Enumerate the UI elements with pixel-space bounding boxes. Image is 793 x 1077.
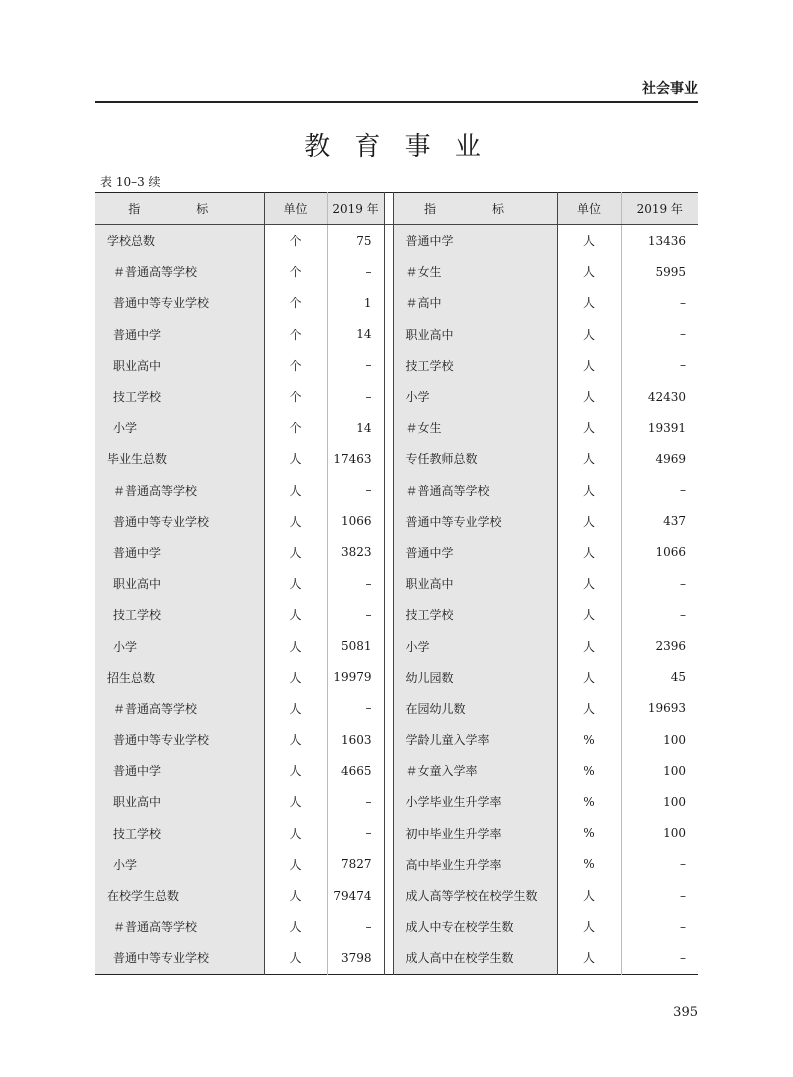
value-right: – — [621, 350, 698, 381]
indicator-right: 成人中专在校学生数 — [393, 911, 557, 942]
table-row — [95, 412, 698, 443]
education-table — [95, 192, 698, 975]
indicator-left: ＃普通高等学校 — [95, 911, 264, 942]
column-divider — [384, 599, 393, 630]
table-row — [95, 818, 698, 849]
indicator-right: 成人高等学校在校学生数 — [393, 880, 557, 911]
value-left: – — [327, 256, 384, 287]
table-row — [95, 443, 698, 474]
page-number: 395 — [673, 1005, 698, 1020]
value-left: – — [327, 911, 384, 942]
indicator-left: 普通中等专业学校 — [95, 724, 264, 755]
table-row — [95, 755, 698, 786]
column-divider — [384, 662, 393, 693]
table-row — [95, 225, 698, 257]
indicator-right: 成人高中在校学生数 — [393, 942, 557, 974]
value-right: – — [621, 287, 698, 318]
column-divider — [384, 755, 393, 786]
table-row — [95, 911, 698, 942]
indicator-left: 招生总数 — [95, 662, 264, 693]
column-divider — [384, 287, 393, 318]
page-title: 教 育 事 业 — [304, 132, 489, 162]
unit-left: 人 — [264, 662, 327, 693]
header-unit-left: 单位 — [264, 193, 327, 225]
unit-left: 人 — [264, 786, 327, 817]
value-right: – — [621, 849, 698, 880]
table-row — [95, 942, 698, 974]
unit-left: 个 — [264, 256, 327, 287]
unit-left: 个 — [264, 412, 327, 443]
value-right: 100 — [621, 818, 698, 849]
unit-right: 人 — [557, 911, 621, 942]
unit-right: % — [557, 786, 621, 817]
table-row — [95, 319, 698, 350]
table-row — [95, 786, 698, 817]
value-left: 19979 — [327, 662, 384, 693]
unit-right: 人 — [557, 630, 621, 661]
table-row — [95, 693, 698, 724]
indicator-right: 小学 — [393, 630, 557, 661]
value-right: 1066 — [621, 537, 698, 568]
unit-left: 人 — [264, 506, 327, 537]
value-right: 5995 — [621, 256, 698, 287]
header-indicator-right: 指 标 — [393, 193, 557, 225]
table-row — [95, 630, 698, 661]
indicator-left: ＃普通高等学校 — [95, 475, 264, 506]
value-right: – — [621, 599, 698, 630]
value-left: 3798 — [327, 942, 384, 974]
column-divider — [384, 475, 393, 506]
value-left: 14 — [327, 319, 384, 350]
indicator-right: 普通中等专业学校 — [393, 506, 557, 537]
indicator-left: 在校学生总数 — [95, 880, 264, 911]
value-left: 79474 — [327, 880, 384, 911]
column-divider — [384, 256, 393, 287]
value-left: 14 — [327, 412, 384, 443]
table-caption: 表 10–3 续 — [100, 175, 161, 189]
table-row — [95, 506, 698, 537]
indicator-right: 普通中学 — [393, 225, 557, 257]
column-divider — [384, 818, 393, 849]
unit-left: 人 — [264, 755, 327, 786]
unit-left: 人 — [264, 818, 327, 849]
table-row — [95, 599, 698, 630]
column-divider — [384, 786, 393, 817]
column-divider — [384, 849, 393, 880]
unit-left: 个 — [264, 287, 327, 318]
table-row — [95, 287, 698, 318]
indicator-left: 普通中等专业学校 — [95, 506, 264, 537]
column-divider — [384, 630, 393, 661]
indicator-left: 毕业生总数 — [95, 443, 264, 474]
indicator-right: ＃女生 — [393, 412, 557, 443]
value-left: – — [327, 350, 384, 381]
table-body — [95, 225, 698, 975]
indicator-left: 职业高中 — [95, 568, 264, 599]
unit-right: 人 — [557, 319, 621, 350]
value-left: 3823 — [327, 537, 384, 568]
table-row — [95, 256, 698, 287]
indicator-left: 技工学校 — [95, 381, 264, 412]
value-right: – — [621, 319, 698, 350]
indicator-right: 幼儿园数 — [393, 662, 557, 693]
value-right: – — [621, 880, 698, 911]
indicator-right: 技工学校 — [393, 350, 557, 381]
column-divider — [384, 568, 393, 599]
unit-left: 人 — [264, 630, 327, 661]
column-divider — [384, 880, 393, 911]
unit-right: % — [557, 755, 621, 786]
column-divider — [384, 942, 393, 974]
unit-right: 人 — [557, 287, 621, 318]
unit-right: 人 — [557, 256, 621, 287]
unit-right: 人 — [557, 412, 621, 443]
column-divider — [384, 911, 393, 942]
column-divider — [384, 319, 393, 350]
unit-left: 人 — [264, 693, 327, 724]
indicator-right: ＃普通高等学校 — [393, 475, 557, 506]
unit-left: 人 — [264, 599, 327, 630]
indicator-right: 职业高中 — [393, 319, 557, 350]
value-right: – — [621, 568, 698, 599]
unit-right: 人 — [557, 475, 621, 506]
column-divider — [384, 443, 393, 474]
value-right: 4969 — [621, 443, 698, 474]
unit-right: % — [557, 849, 621, 880]
unit-right: 人 — [557, 443, 621, 474]
column-divider — [384, 506, 393, 537]
indicator-left: 小学 — [95, 630, 264, 661]
value-right: – — [621, 475, 698, 506]
table-row — [95, 849, 698, 880]
indicator-right: 技工学校 — [393, 599, 557, 630]
value-left: – — [327, 381, 384, 412]
header-year-right: 2019 年 — [621, 193, 698, 225]
unit-right: 人 — [557, 568, 621, 599]
indicator-left: 普通中等专业学校 — [95, 287, 264, 318]
indicator-left: 职业高中 — [95, 350, 264, 381]
unit-right: 人 — [557, 662, 621, 693]
unit-left: 人 — [264, 537, 327, 568]
indicator-right: 职业高中 — [393, 568, 557, 599]
value-left: 75 — [327, 225, 384, 257]
value-right: 45 — [621, 662, 698, 693]
indicator-right: 初中毕业生升学率 — [393, 818, 557, 849]
value-right: 19693 — [621, 693, 698, 724]
table-row — [95, 662, 698, 693]
value-left: – — [327, 693, 384, 724]
header-unit-right: 单位 — [557, 193, 621, 225]
unit-left: 个 — [264, 225, 327, 257]
value-left: 7827 — [327, 849, 384, 880]
column-divider — [384, 724, 393, 755]
table-row — [95, 537, 698, 568]
education-table-container — [95, 192, 698, 975]
value-left: 5081 — [327, 630, 384, 661]
column-divider — [384, 381, 393, 412]
unit-right: 人 — [557, 942, 621, 974]
unit-right: % — [557, 818, 621, 849]
running-head — [95, 80, 698, 103]
unit-right: 人 — [557, 506, 621, 537]
unit-right: 人 — [557, 381, 621, 412]
value-left: – — [327, 568, 384, 599]
value-left: – — [327, 786, 384, 817]
column-divider — [384, 412, 393, 443]
value-left: – — [327, 599, 384, 630]
indicator-left: 普通中学 — [95, 319, 264, 350]
table-row — [95, 475, 698, 506]
unit-left: 人 — [264, 475, 327, 506]
value-right: 437 — [621, 506, 698, 537]
unit-right: 人 — [557, 693, 621, 724]
table-row — [95, 381, 698, 412]
unit-right: 人 — [557, 599, 621, 630]
indicator-left: 普通中等专业学校 — [95, 942, 264, 974]
unit-left: 人 — [264, 443, 327, 474]
value-right: – — [621, 911, 698, 942]
value-right: – — [621, 942, 698, 974]
indicator-right: 学龄儿童入学率 — [393, 724, 557, 755]
indicator-right: ＃高中 — [393, 287, 557, 318]
value-left: – — [327, 818, 384, 849]
unit-left: 个 — [264, 319, 327, 350]
unit-left: 人 — [264, 849, 327, 880]
indicator-left: 普通中学 — [95, 537, 264, 568]
header-indicator-left: 指 标 — [95, 193, 264, 225]
table-row — [95, 724, 698, 755]
unit-right: 人 — [557, 880, 621, 911]
unit-right: % — [557, 724, 621, 755]
section-title: 社会事业 — [642, 81, 698, 97]
column-divider — [384, 225, 393, 257]
unit-left: 个 — [264, 381, 327, 412]
unit-left: 人 — [264, 724, 327, 755]
value-right: 13436 — [621, 225, 698, 257]
indicator-left: 技工学校 — [95, 599, 264, 630]
indicator-left: ＃普通高等学校 — [95, 693, 264, 724]
unit-right: 人 — [557, 537, 621, 568]
value-left: 1066 — [327, 506, 384, 537]
table-row — [95, 568, 698, 599]
table-row — [95, 880, 698, 911]
indicator-left: 职业高中 — [95, 786, 264, 817]
unit-right: 人 — [557, 225, 621, 257]
indicator-left: 小学 — [95, 849, 264, 880]
value-left: 4665 — [327, 755, 384, 786]
indicator-left: 普通中学 — [95, 755, 264, 786]
unit-left: 人 — [264, 911, 327, 942]
indicator-left: 小学 — [95, 412, 264, 443]
value-right: 19391 — [621, 412, 698, 443]
indicator-left: ＃普通高等学校 — [95, 256, 264, 287]
unit-left: 人 — [264, 942, 327, 974]
value-left: 17463 — [327, 443, 384, 474]
value-right: 100 — [621, 724, 698, 755]
indicator-left: 学校总数 — [95, 225, 264, 257]
value-right: 100 — [621, 755, 698, 786]
indicator-right: ＃女生 — [393, 256, 557, 287]
column-divider — [384, 350, 393, 381]
column-divider — [384, 693, 393, 724]
indicator-right: 小学毕业生升学率 — [393, 786, 557, 817]
unit-left: 个 — [264, 350, 327, 381]
column-divider — [384, 193, 393, 225]
table-row — [95, 350, 698, 381]
column-divider — [384, 537, 393, 568]
indicator-right: 普通中学 — [393, 537, 557, 568]
value-right: 100 — [621, 786, 698, 817]
indicator-right: ＃女童入学率 — [393, 755, 557, 786]
indicator-right: 高中毕业生升学率 — [393, 849, 557, 880]
value-left: 1603 — [327, 724, 384, 755]
indicator-right: 专任教师总数 — [393, 443, 557, 474]
value-right: 42430 — [621, 381, 698, 412]
table-header-row — [95, 193, 698, 225]
unit-left: 人 — [264, 568, 327, 599]
unit-right: 人 — [557, 350, 621, 381]
value-left: 1 — [327, 287, 384, 318]
value-right: 2396 — [621, 630, 698, 661]
header-year-left: 2019 年 — [327, 193, 384, 225]
indicator-left: 技工学校 — [95, 818, 264, 849]
value-left: – — [327, 475, 384, 506]
unit-left: 人 — [264, 880, 327, 911]
indicator-right: 在园幼儿数 — [393, 693, 557, 724]
indicator-right: 小学 — [393, 381, 557, 412]
